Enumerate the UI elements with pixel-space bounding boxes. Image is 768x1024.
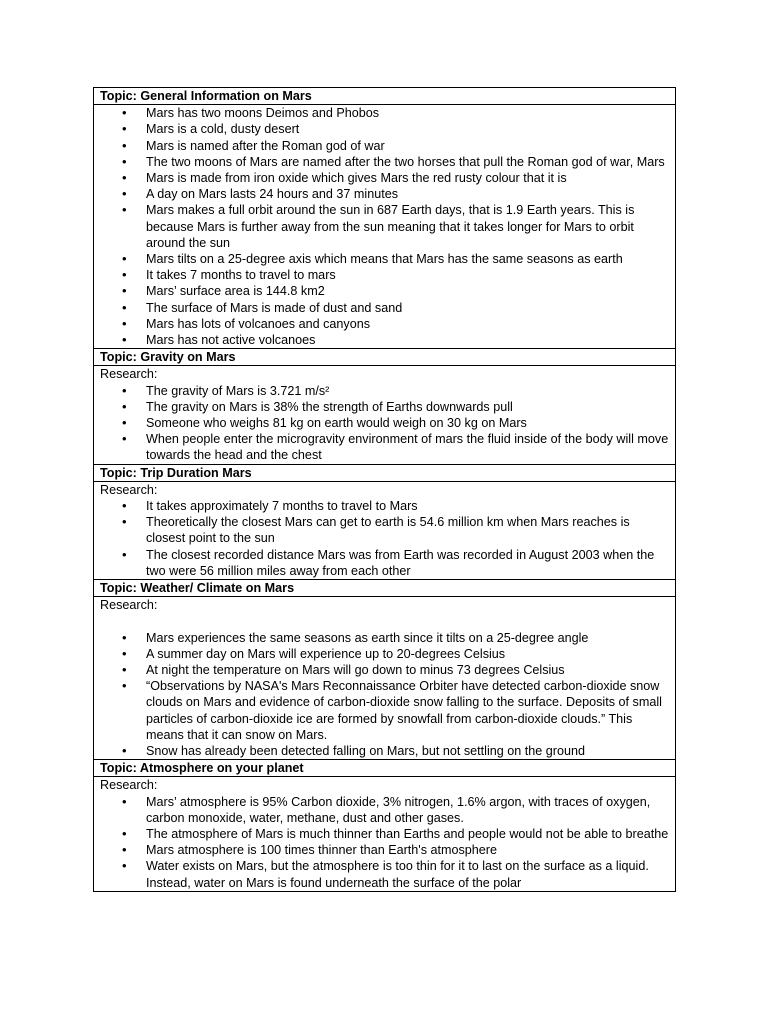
list-item: • Mars tilts on a 25-degree axis which means that Mars has the same seasons as earth bbox=[100, 251, 669, 267]
content-row-trip-duration bbox=[94, 481, 676, 579]
list-item: • When people enter the microgravity environment of mars the fluid inside of the body will move towards the head and the chest bbox=[100, 431, 669, 463]
bullet-list bbox=[100, 383, 669, 464]
list-item: • The gravity on Mars is 38% the strength of Earths downwards pull bbox=[100, 399, 669, 415]
content-cell bbox=[94, 105, 676, 349]
list-item: • Mars is a cold, dusty desert bbox=[100, 121, 669, 137]
list-item: • The closest recorded distance Mars was from Earth was recorded in August 2003 when the two were 56 million miles away from each other bbox=[100, 547, 669, 579]
list-item: • The atmosphere of Mars is much thinner than Earths and people would not be able to breathe bbox=[100, 826, 669, 842]
research-label: Research: bbox=[100, 482, 158, 497]
research-table bbox=[93, 87, 676, 892]
list-item: • The gravity of Mars is 3.721 m/s² bbox=[100, 383, 669, 399]
content-row-atmosphere bbox=[94, 777, 676, 891]
topic-title: Topic: Trip Duration Mars bbox=[100, 465, 252, 480]
content-row-general-info bbox=[94, 105, 676, 349]
topic-cell bbox=[94, 349, 676, 366]
list-item: • Mars experiences the same seasons as earth since it tilts on a 25-degree angle bbox=[100, 630, 669, 646]
topic-row-atmosphere bbox=[94, 760, 676, 777]
topic-title: Topic: Gravity on Mars bbox=[100, 350, 236, 365]
list-item: • Mars’ surface area is 144.8 km2 bbox=[100, 283, 669, 299]
topic-title: Topic: General Information on Mars bbox=[100, 89, 312, 103]
list-item: • The surface of Mars is made of dust and sand bbox=[100, 300, 669, 316]
list-item: • Mars is named after the Roman god of war bbox=[100, 138, 669, 154]
list-item: • Someone who weighs 81 kg on earth would weigh on 30 kg on Mars bbox=[100, 415, 669, 431]
topic-row-trip-duration bbox=[94, 464, 676, 481]
content-cell bbox=[94, 777, 676, 891]
list-item: • Mars’ atmosphere is 95% Carbon dioxide, 3% nitrogen, 1.6% argon, with traces of oxygen, carbon monoxide, water, methane, dust and other gases. bbox=[100, 794, 669, 826]
topic-row-weather bbox=[94, 580, 676, 597]
list-item: • Mars has lots of volcanoes and canyons bbox=[100, 316, 669, 332]
list-item: • It takes approximately 7 months to travel to Mars bbox=[100, 498, 669, 514]
bullet-list bbox=[100, 498, 669, 579]
list-item: • A day on Mars lasts 24 hours and 37 minutes bbox=[100, 186, 669, 202]
topic-cell bbox=[94, 88, 676, 105]
topic-title: Topic: Atmosphere on your planet bbox=[100, 761, 304, 776]
content-cell bbox=[94, 481, 676, 579]
content-row-weather bbox=[94, 597, 676, 760]
list-item: • Mars has not active volcanoes bbox=[100, 332, 669, 348]
list-item: • Mars has two moons Deimos and Phobos bbox=[100, 105, 669, 121]
topic-cell bbox=[94, 580, 676, 597]
blank-line bbox=[100, 614, 669, 630]
list-item: • Mars is made from iron oxide which gives Mars the red rusty colour that it is bbox=[100, 170, 669, 186]
list-item: • It takes 7 months to travel to mars bbox=[100, 267, 669, 283]
research-label: Research: bbox=[100, 598, 158, 613]
content-row-gravity bbox=[94, 366, 676, 464]
list-item: • Theoretically the closest Mars can get to earth is 54.6 million km when Mars reaches is closest point to the sun bbox=[100, 514, 669, 546]
content-cell bbox=[94, 366, 676, 464]
research-label: Research: bbox=[100, 778, 158, 793]
list-item: • A summer day on Mars will experience up to 20-degrees Celsius bbox=[100, 646, 669, 662]
content-cell bbox=[94, 597, 676, 760]
topic-cell bbox=[94, 464, 676, 481]
list-item: • The two moons of Mars are named after the two horses that pull the Roman god of war, Mars bbox=[100, 154, 669, 170]
list-item: • Mars makes a full orbit around the sun in 687 Earth days, that is 1.9 Earth years. This is because Mars is further away from the sun meaning that it takes longer for Mars to orbit around the sun bbox=[100, 202, 669, 251]
list-item: • Mars atmosphere is 100 times thinner than Earth's atmosphere bbox=[100, 842, 669, 858]
research-label: Research: bbox=[100, 367, 158, 382]
bullet-list bbox=[100, 105, 669, 348]
bullet-list bbox=[100, 794, 669, 891]
topic-cell bbox=[94, 760, 676, 777]
topic-row-general-info bbox=[94, 88, 676, 105]
list-item: • Water exists on Mars, but the atmosphere is too thin for it to last on the surface as a liquid. Instead, water on Mars is found underneath the surface of the polar bbox=[100, 858, 669, 890]
list-item: • Snow has already been detected falling on Mars, but not settling on the ground bbox=[100, 743, 669, 759]
topic-title: Topic: Weather/ Climate on Mars bbox=[100, 581, 295, 596]
topic-row-gravity bbox=[94, 349, 676, 366]
bullet-list bbox=[100, 630, 669, 760]
list-item: • At night the temperature on Mars will go down to minus 73 degrees Celsius bbox=[100, 662, 669, 678]
list-item: • “Observations by NASA's Mars Reconnaissance Orbiter have detected carbon-dioxide snow clouds on Mars and evidence of carbon-dioxide snow falling to the surface. Deposits of small particles of carbon-dioxide ice are formed by snowfall from carbon-dioxide clouds.” This means that it can snow on Mars. bbox=[100, 678, 669, 743]
